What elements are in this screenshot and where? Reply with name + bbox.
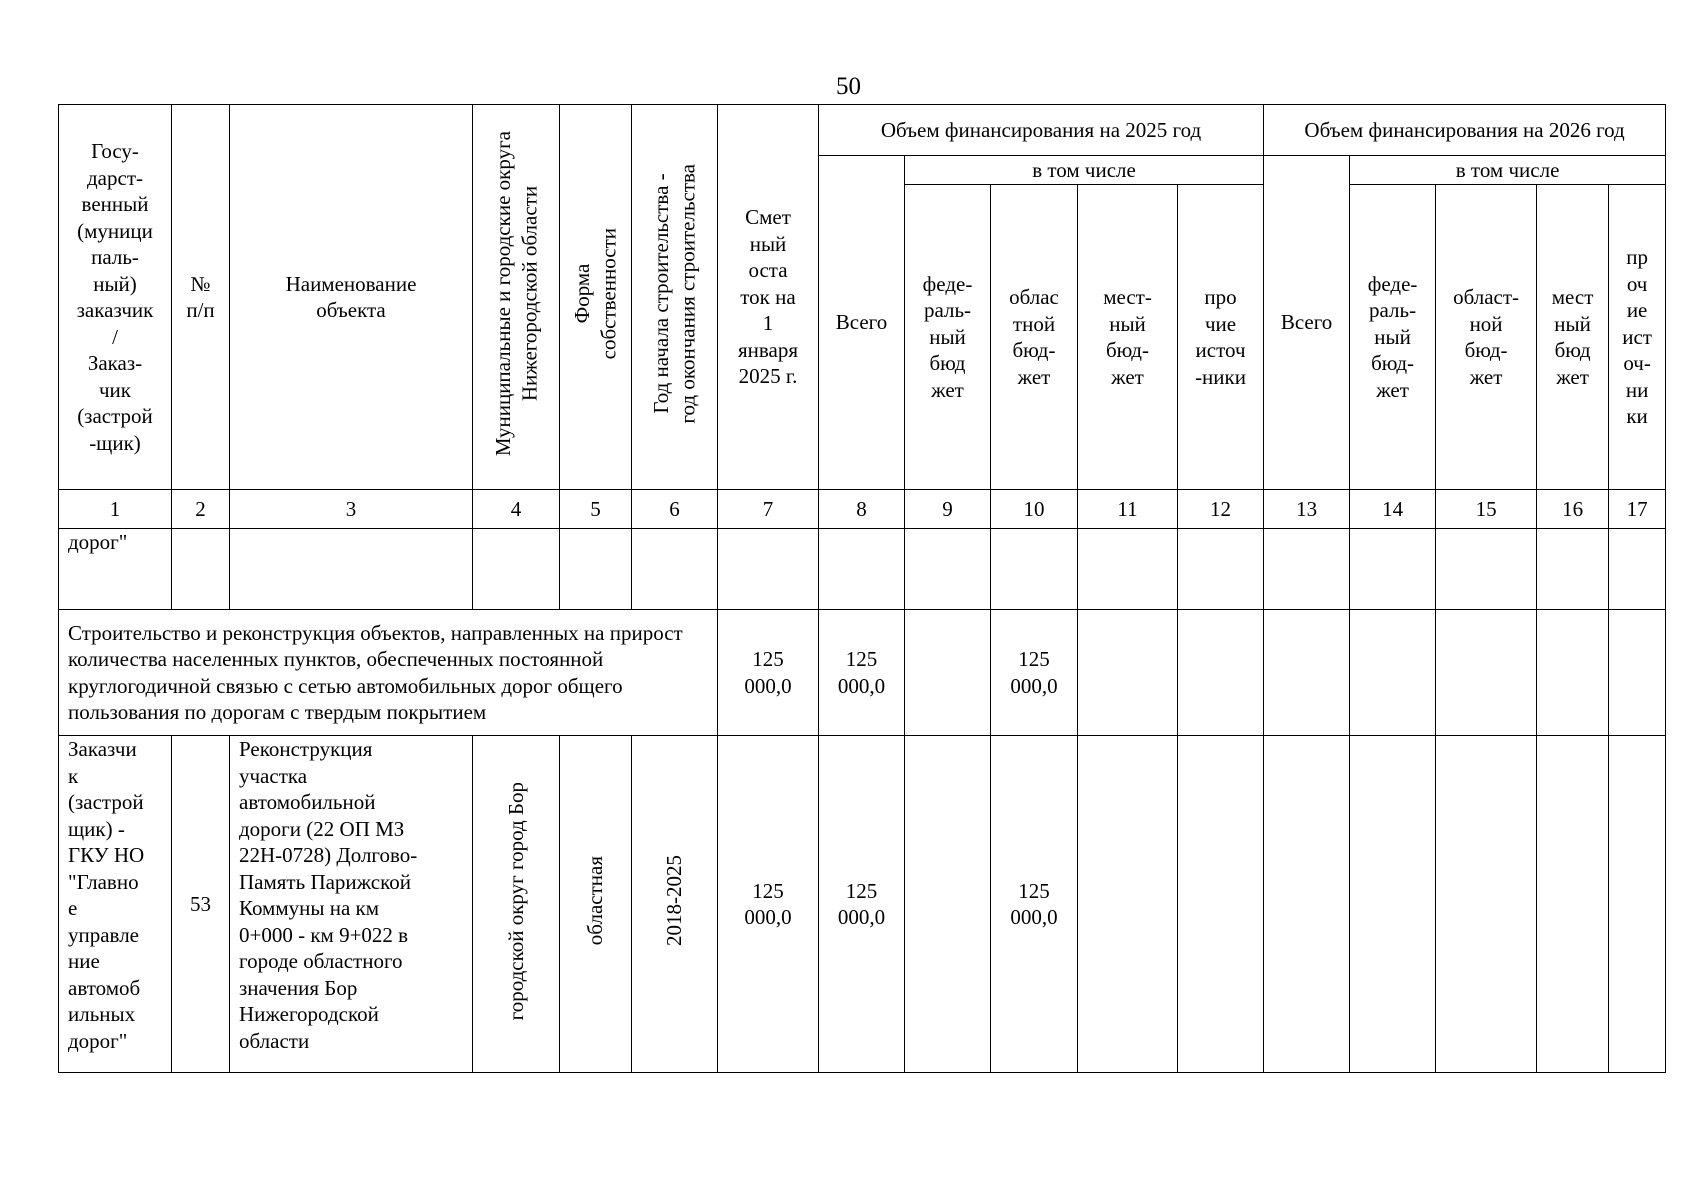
empty-cell bbox=[1537, 529, 1609, 610]
remaining-cell: 125 000,0 bbox=[718, 736, 819, 1073]
empty-cell bbox=[1264, 610, 1350, 736]
empty-cell bbox=[1178, 529, 1264, 610]
empty-cell bbox=[718, 529, 819, 610]
column-number: 1 bbox=[59, 490, 172, 529]
header-object-name: Наименование объекта bbox=[230, 105, 473, 490]
column-number: 12 bbox=[1178, 490, 1264, 529]
total-2025-cell: 125 000,0 bbox=[819, 736, 905, 1073]
empty-cell bbox=[1537, 736, 1609, 1073]
header-customer: Госу- дарст- венный (муници паль- ный) заказчик / Заказ- чик (застрой -щик) bbox=[59, 105, 172, 490]
empty-cell bbox=[560, 529, 632, 610]
column-number: 15 bbox=[1436, 490, 1537, 529]
empty-cell bbox=[230, 529, 473, 610]
empty-cell bbox=[1609, 736, 1666, 1073]
investment-table bbox=[58, 104, 1666, 1073]
empty-cell bbox=[1078, 610, 1178, 736]
object-name-cell: Реконструкция участка автомобильной дороги (22 ОП МЗ 22Н-0728) Долгово- Память Парижской Коммуны на км 0+000 - км 9+022 в городе областного значения Бор Нижегородской области bbox=[230, 736, 473, 1073]
empty-cell bbox=[1178, 736, 1264, 1073]
header-municipal-district: Муниципальные и городские округа Нижегородской области bbox=[473, 105, 560, 490]
column-number: 4 bbox=[473, 490, 560, 529]
column-number: 2 bbox=[172, 490, 230, 529]
header-local-2026: мест ный бюд жет bbox=[1537, 185, 1609, 490]
empty-cell bbox=[905, 529, 991, 610]
header-including-2025: в том числе bbox=[905, 156, 1264, 185]
group-title: Строительство и реконструкция объектов, направленных на прирост количества населенных пунктов, обеспеченных постоянной круглогодичной связью с сетью автомобильных дорог общего пользования по дорогам с твердым покрытием bbox=[59, 610, 718, 736]
remaining-cell: 125 000,0 bbox=[718, 610, 819, 736]
empty-cell bbox=[1537, 610, 1609, 736]
column-number: 3 bbox=[230, 490, 473, 529]
column-number: 13 bbox=[1264, 490, 1350, 529]
page-number: 50 bbox=[836, 73, 861, 100]
header-total-2026: Всего bbox=[1264, 156, 1350, 490]
header-estimated-remaining: Смет ный оста ток на 1 января 2025 г. bbox=[718, 105, 819, 490]
column-number-row bbox=[59, 490, 1666, 529]
empty-cell bbox=[1178, 610, 1264, 736]
column-number: 16 bbox=[1537, 490, 1609, 529]
table-row bbox=[59, 736, 1666, 1073]
empty-cell bbox=[1078, 736, 1178, 1073]
table-row bbox=[59, 529, 1666, 610]
empty-cell bbox=[1609, 610, 1666, 736]
empty-cell bbox=[1436, 529, 1537, 610]
header-financing-2026: Объем финансирования на 2026 год bbox=[1264, 105, 1666, 156]
empty-cell bbox=[473, 529, 560, 610]
empty-cell bbox=[172, 529, 230, 610]
total-2025-cell: 125 000,0 bbox=[819, 610, 905, 736]
column-number: 5 bbox=[560, 490, 632, 529]
empty-cell bbox=[1264, 529, 1350, 610]
column-number: 9 bbox=[905, 490, 991, 529]
header-other-2025: про чие источ -ники bbox=[1178, 185, 1264, 490]
column-number: 17 bbox=[1609, 490, 1666, 529]
empty-cell bbox=[991, 529, 1078, 610]
empty-cell bbox=[1609, 529, 1666, 610]
empty-cell bbox=[1350, 529, 1436, 610]
header-federal-2026: феде- раль- ный бюд- жет bbox=[1350, 185, 1436, 490]
years-cell: 2018-2025 bbox=[632, 736, 718, 1073]
empty-cell bbox=[905, 736, 991, 1073]
empty-cell bbox=[819, 529, 905, 610]
column-number: 8 bbox=[819, 490, 905, 529]
header-including-2026: в том числе bbox=[1350, 156, 1666, 185]
empty-cell bbox=[1078, 529, 1178, 610]
header-other-2026: пр оч ие ист оч- ни ки bbox=[1609, 185, 1666, 490]
header-financing-2025: Объем финансирования на 2025 год bbox=[819, 105, 1264, 156]
empty-cell bbox=[1436, 610, 1537, 736]
header-local-2025: мест- ный бюд- жет bbox=[1078, 185, 1178, 490]
header-ownership-form: Форма собственности bbox=[560, 105, 632, 490]
regional-2025-cell: 125 000,0 bbox=[991, 736, 1078, 1073]
ownership-cell: областная bbox=[560, 736, 632, 1073]
regional-2025-cell: 125 000,0 bbox=[991, 610, 1078, 736]
empty-cell bbox=[632, 529, 718, 610]
empty-cell bbox=[1264, 736, 1350, 1073]
header-row bbox=[59, 105, 1666, 156]
column-number: 10 bbox=[991, 490, 1078, 529]
municipal-cell: городской округ город Бор bbox=[473, 736, 560, 1073]
customer-cell: дорог" bbox=[59, 529, 172, 610]
number-cell: 53 bbox=[172, 736, 230, 1073]
column-number: 6 bbox=[632, 490, 718, 529]
header-regional-2026: област- ной бюд- жет bbox=[1436, 185, 1537, 490]
header-regional-2025: облас тной бюд- жет bbox=[991, 185, 1078, 490]
table-row bbox=[59, 610, 1666, 736]
empty-cell bbox=[1350, 610, 1436, 736]
header-federal-2025: феде- раль- ный бюд жет bbox=[905, 185, 991, 490]
header-construction-years: Год начала строительства - год окончания строительства bbox=[632, 105, 718, 490]
header-number: № п/п bbox=[172, 105, 230, 490]
empty-cell bbox=[1350, 736, 1436, 1073]
empty-cell bbox=[1436, 736, 1537, 1073]
column-number: 11 bbox=[1078, 490, 1178, 529]
header-total-2025: Всего bbox=[819, 156, 905, 490]
column-number: 14 bbox=[1350, 490, 1436, 529]
customer-cell: Заказчи к (застрой щик) - ГКУ НО "Главно е управле ние автомоб ильных дорог" bbox=[59, 736, 172, 1073]
column-number: 7 bbox=[718, 490, 819, 529]
empty-cell bbox=[905, 610, 991, 736]
